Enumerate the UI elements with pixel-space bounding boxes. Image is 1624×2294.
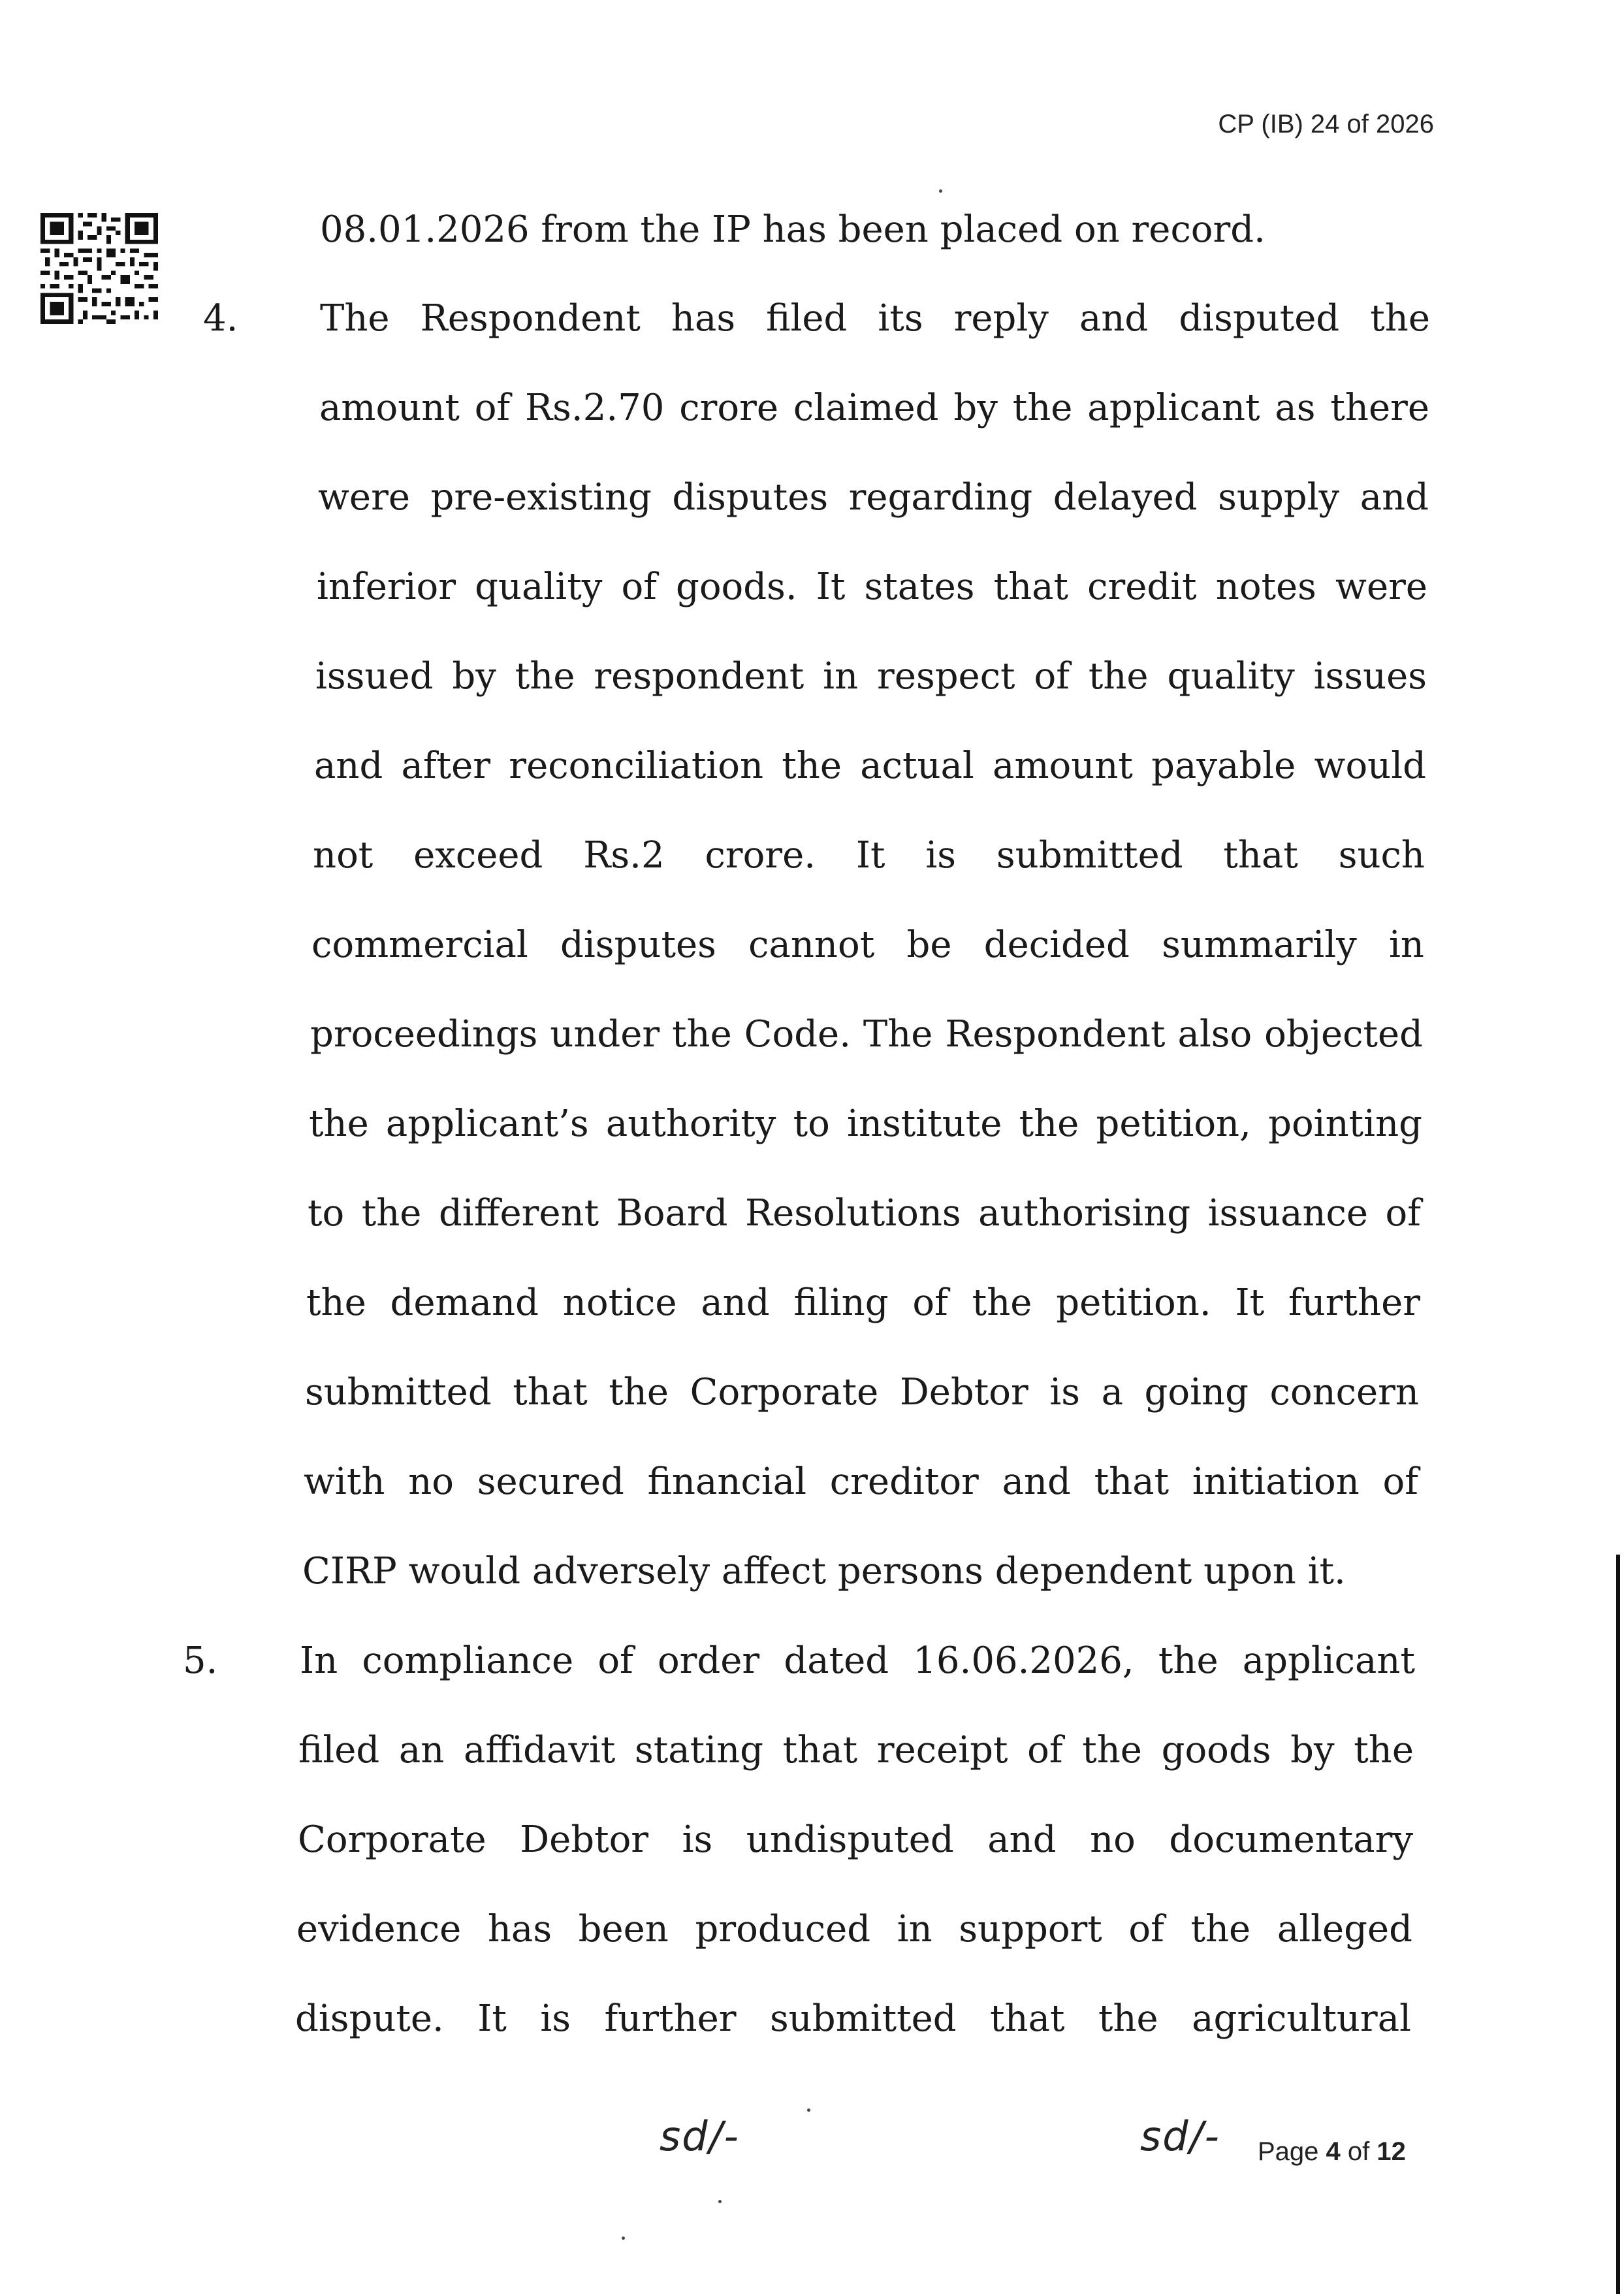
paragraph-line: with no secured financial creditor and that initiation of — [304, 1461, 1418, 1503]
signature-right: sd/- — [1140, 2112, 1220, 2160]
paragraph-line: to the different Board Resolutions authorising issuance of — [308, 1192, 1421, 1235]
paragraph-line: dispute. It is further submitted that the agricultural — [295, 1997, 1411, 2040]
qr-code-icon — [40, 213, 158, 324]
paragraph-line: proceedings under the Code. The Respondent also objected — [310, 1013, 1423, 1056]
paragraph-line: were pre-existing disputes regarding delayed supply and — [318, 476, 1429, 519]
page-number — [1258, 2137, 1406, 2167]
page-total: 12 — [1377, 2137, 1406, 2166]
scan-speck — [939, 189, 942, 193]
paragraph-line: amount of Rs.2.70 crore claimed by the applicant as there — [319, 387, 1429, 429]
paragraph-number: 5. — [183, 1640, 218, 1682]
paragraph-line: The Respondent has filed its reply and disputed the — [320, 297, 1430, 340]
paragraph-line: filed an affidavit stating that receipt of the goods by the — [298, 1729, 1414, 1771]
case-number: CP (IB) 24 of 2026 — [1218, 110, 1434, 138]
paragraph-line: issued by the respondent in respect of the quality issues — [315, 655, 1427, 698]
paragraph-number: 4. — [203, 297, 238, 340]
paragraph-line: commercial disputes cannot be decided summarily in — [311, 924, 1424, 966]
signature-left: sd/- — [660, 2112, 740, 2160]
paragraph-line: Corporate Debtor is undisputed and no documentary — [298, 1818, 1413, 1861]
paragraph-line: CIRP would adversely affect persons dependent upon it. — [302, 1550, 1346, 1592]
scan-speck — [718, 2200, 722, 2203]
scan-speck — [622, 2237, 625, 2240]
paragraph-line: inferior quality of goods. It states that credit notes were — [317, 566, 1427, 608]
paragraph-line: the demand notice and filing of the petition. It further — [306, 1282, 1420, 1324]
paragraph-line: In compliance of order dated 16.06.2026, the applicant — [300, 1640, 1415, 1682]
paragraph-line: submitted that the Corporate Debtor is a going concern — [305, 1371, 1419, 1414]
scan-speck — [807, 2108, 810, 2112]
paragraph-line: evidence has been produced in support of the alleged — [296, 1908, 1412, 1950]
paragraph-line: the applicant’s authority to institute the petition, pointing — [309, 1103, 1422, 1145]
page-prefix: Page — [1258, 2137, 1319, 2166]
paragraph-line: and after reconciliation the actual amount payable would — [314, 745, 1426, 787]
page-of: of — [1347, 2137, 1370, 2166]
page-current: 4 — [1326, 2137, 1341, 2166]
paragraph-line: not exceed Rs.2 crore. It is submitted that such — [313, 834, 1425, 877]
continuation-line: 08.01.2026 from the IP has been placed on record. — [320, 208, 1266, 251]
scan-edge-line — [1616, 1555, 1620, 2294]
